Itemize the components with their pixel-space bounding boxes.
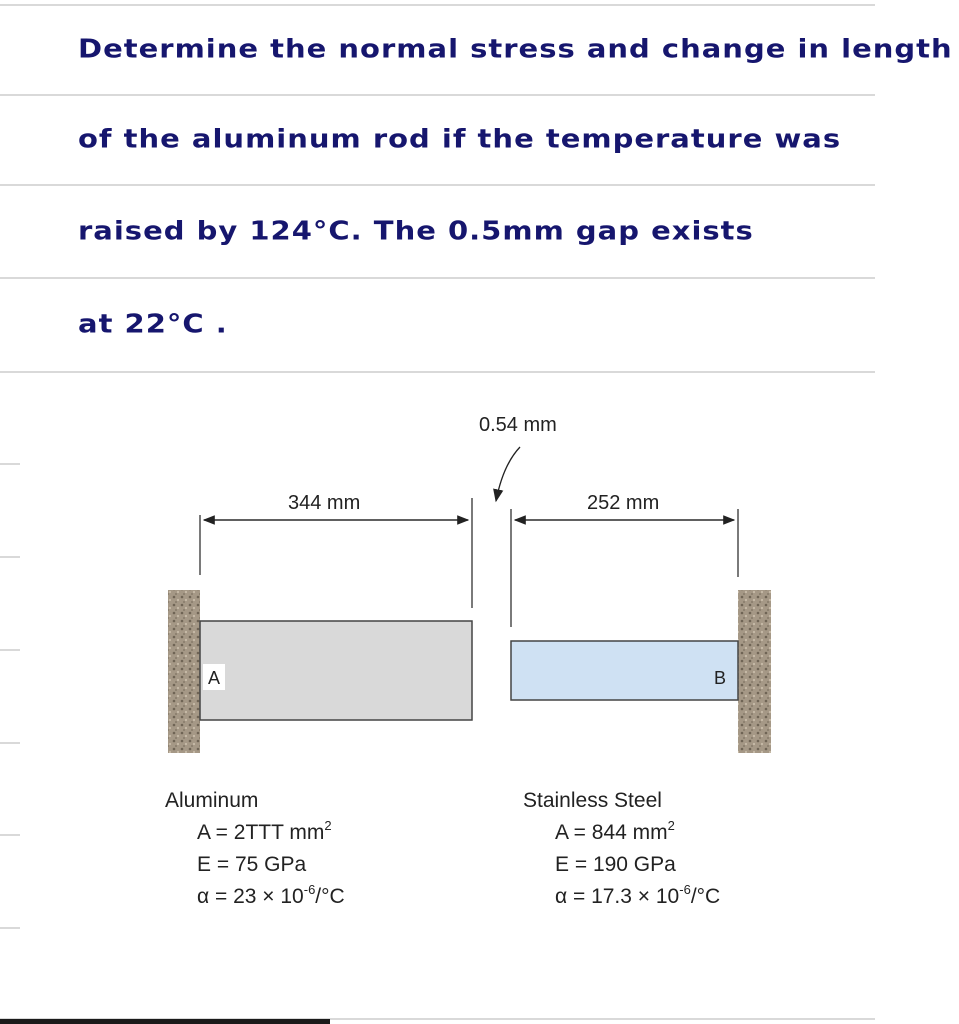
aluminum-area-exponent: 2 <box>324 818 332 833</box>
support-a-label: A <box>208 668 221 688</box>
steel-expansion <box>523 881 720 913</box>
ruled-line <box>0 184 875 186</box>
bar-diagram-figure <box>20 387 922 962</box>
aluminum-expansion-text: α = 23 × 10 <box>197 885 304 908</box>
aluminum-modulus: E = 75 GPa <box>197 853 307 876</box>
ruled-line <box>0 371 875 373</box>
aluminum-properties <box>165 785 345 913</box>
steel-expansion-exponent: -6 <box>679 882 691 897</box>
wall-a <box>168 590 200 753</box>
problem-line-2: of the aluminum rod if the temperature was <box>78 123 842 154</box>
steel-expansion-text: α = 17.3 × 10 <box>555 885 680 908</box>
aluminum-rod <box>200 621 472 720</box>
steel-modulus: E = 190 GPa <box>555 853 676 876</box>
steel-area <box>523 817 720 849</box>
bar-diagram <box>20 387 922 962</box>
steel-name: Stainless Steel <box>523 789 662 812</box>
support-b-label: B <box>714 668 727 688</box>
ruled-line <box>0 277 875 279</box>
steel-properties <box>523 785 720 913</box>
aluminum-length-label: 344 mm <box>288 492 361 514</box>
gap-leader-line <box>496 447 520 501</box>
steel-length-label: 252 mm <box>587 492 660 514</box>
problem-line-3: raised by 124°C. The 0.5mm gap exists <box>78 215 754 246</box>
bottom-scrollbar[interactable] <box>0 1019 330 1024</box>
wall-b <box>738 590 771 753</box>
aluminum-area-text: A = 2TTT mm <box>197 821 325 844</box>
aluminum-name: Aluminum <box>165 789 259 812</box>
ruled-line <box>0 4 875 6</box>
aluminum-area <box>165 817 345 849</box>
steel-area-text: A = 844 mm <box>555 821 668 844</box>
aluminum-expansion-unit: /°C <box>315 885 345 908</box>
problem-line-1: Determine the normal stress and change in length <box>78 33 953 64</box>
problem-line-4: at 22°C . <box>78 308 228 339</box>
steel-expansion-unit: /°C <box>690 885 721 908</box>
steel-rod <box>511 641 738 700</box>
aluminum-expansion <box>165 881 345 913</box>
steel-area-exponent: 2 <box>667 818 675 833</box>
aluminum-expansion-exponent: -6 <box>303 882 316 897</box>
ruled-line <box>0 94 875 96</box>
gap-label: 0.54 mm <box>479 414 557 436</box>
